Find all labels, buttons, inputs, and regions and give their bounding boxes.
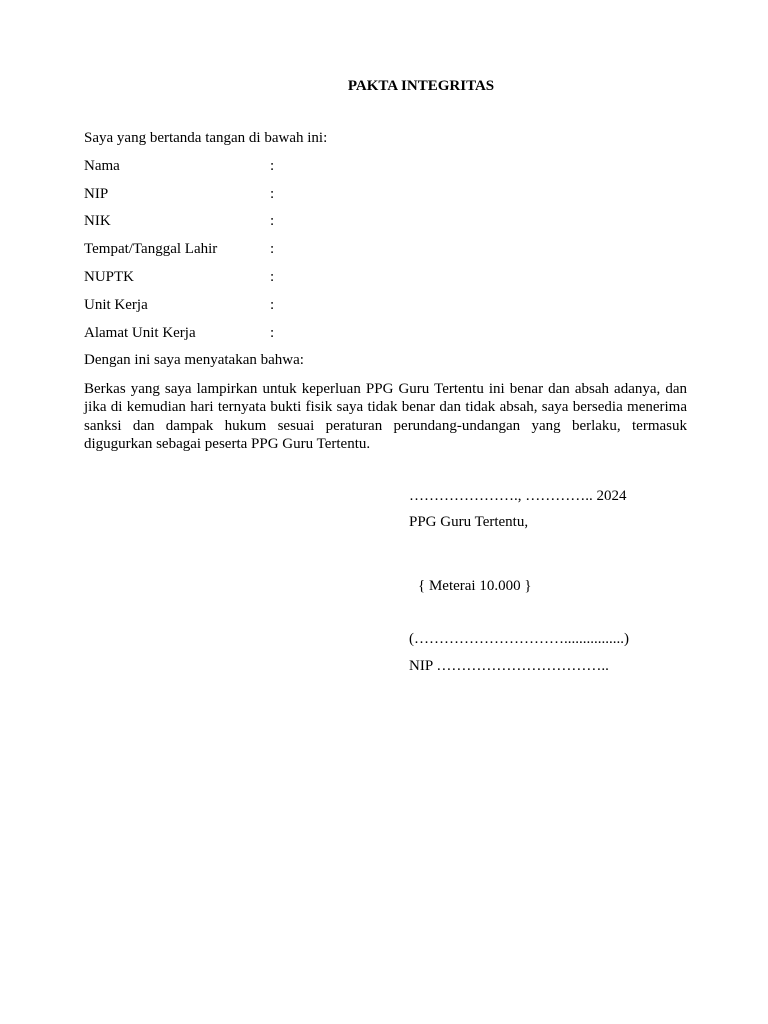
field-label-nuptk: NUPTK [84, 269, 135, 285]
field-label-nik: NIK [84, 213, 111, 229]
field-row-unit-kerja [84, 296, 684, 314]
field-colon: : [270, 241, 275, 257]
signer-name-line: (…………………………................) [409, 631, 629, 647]
field-row-nip [84, 185, 684, 203]
field-colon: : [270, 325, 275, 341]
field-row-alamat [84, 324, 684, 342]
field-colon: : [270, 297, 275, 313]
document-title: PAKTA INTEGRITAS [347, 78, 495, 94]
field-label-unit-kerja: Unit Kerja [84, 297, 148, 313]
meterai-stamp-placeholder: { Meterai 10.000 } [418, 578, 532, 594]
intro-text: Saya yang bertanda tangan di bawah ini: [84, 130, 328, 146]
place-date-line: …………………., ………….. 2024 [409, 488, 627, 504]
field-label-nip: NIP [84, 186, 109, 202]
field-colon: : [270, 158, 275, 174]
field-label-ttl: Tempat/Tanggal Lahir [84, 241, 218, 257]
signer-role: PPG Guru Tertentu, [409, 514, 529, 530]
field-colon: : [270, 213, 275, 229]
field-row-nik [84, 212, 684, 230]
field-row-ttl [84, 240, 684, 258]
field-row-nuptk [84, 268, 684, 286]
field-colon: : [270, 186, 275, 202]
field-label-nama: Nama [84, 158, 120, 174]
field-label-alamat: Alamat Unit Kerja [84, 325, 196, 341]
signer-nip-line: NIP …………………………….. [409, 658, 609, 674]
field-colon: : [270, 269, 275, 285]
statement-paragraph: Berkas yang saya lampirkan untuk keperluan PPG Guru Tertentu ini benar dan absah adanya, dan jika di kemudian hari ternyata bukti fisik saya tidak benar dan tidak absah, saya bersedia menerima sanksi dan dampak hukum sesuai peraturan perundang-undangan yang berlaku, termasuk digugurkan sebagai peserta PPG Guru Tertentu. [84, 381, 687, 453]
field-row-nama [84, 157, 684, 175]
statement-intro: Dengan ini saya menyatakan bahwa: [84, 352, 304, 368]
